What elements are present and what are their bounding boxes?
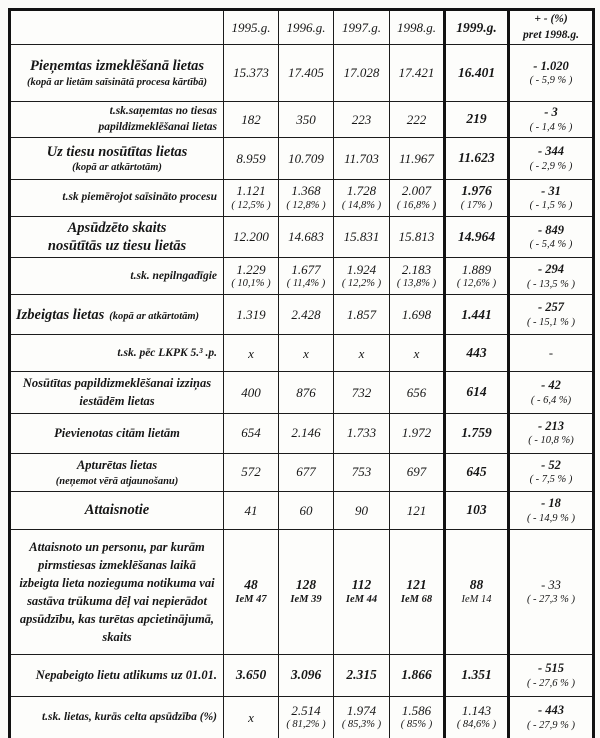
row-label-text: nosūtītās uz tiesu lietās [47,238,187,255]
delta-cell [509,372,594,413]
delta-percent: ( - 2,9 % ) [529,160,573,172]
value-cell-1999 [445,102,509,138]
row-label-line [17,374,217,410]
value-cell-1999 [445,453,509,491]
cell-value: 223 [351,111,372,127]
cell-subvalue: ( 14,8% ) [341,200,382,212]
cell-value: 656 [406,384,427,400]
value-cell [279,491,334,529]
delta-value: - 18 [541,496,561,511]
cell-value: 1.121 [236,183,266,199]
row-label-text: Apsūdzēto skaits [67,220,167,237]
cell-value: 654 [241,425,261,441]
delta-value: - 443 [537,703,565,718]
value-cell [224,654,279,696]
cell-value: 1.143 [461,702,492,718]
cell-value: 15.373 [233,65,269,81]
row-label-text: Nosūtītas papildizmeklēšanai izziņas iestādēm lietas [22,376,212,409]
table-row [10,696,594,738]
delta-percent: ( - 6,4 %) [530,394,572,406]
value-cell [390,453,445,491]
delta-percent: ( - 1,4 % ) [529,121,573,133]
cell-value: 2.146 [291,425,321,441]
cell-value: 11.703 [344,150,379,166]
value-cell [334,258,390,295]
row-label-cell [10,453,224,491]
header-year-1998: 1998.g. [390,10,445,45]
value-cell [334,453,390,491]
row-label-cell [10,654,224,696]
row-label-cell [10,102,224,138]
row-label-text: t.sk. lietas, kurās celta apsūdzība (%) [41,710,217,723]
value-cell [390,45,445,102]
cell-value: x [358,345,365,361]
row-label-line [17,710,217,726]
cell-value: 3.650 [235,667,267,683]
value-cell [224,138,279,180]
delta-percent: ( - 27,3 % ) [526,594,576,606]
table-row [10,654,594,696]
cell-value: 2.183 [401,261,432,277]
value-cell [279,413,334,453]
cell-subvalue: ( 17% ) [460,200,493,212]
row-label-cell [10,180,224,217]
value-cell [279,180,334,217]
value-cell [224,258,279,295]
table-row [10,138,594,180]
cell-value: 14.964 [457,229,496,245]
cell-value: 1.974 [346,702,377,718]
cell-subvalue: ( 85,3% ) [341,719,382,731]
value-cell [390,138,445,180]
header-year-1996: 1996.g. [279,10,334,45]
value-cell [334,413,390,453]
delta-percent: ( - 1,5 % ) [529,200,573,212]
value-cell-1999 [445,696,509,738]
value-cell [279,217,334,258]
cell-value: 572 [241,464,261,480]
value-cell-1999 [445,295,509,335]
delta-value: - 213 [537,418,565,433]
header-row [10,10,594,45]
delta-cell [509,217,594,258]
cell-value: 1.698 [401,307,432,323]
delta-value: - [548,345,554,360]
row-label-cell [10,295,224,335]
value-cell [390,413,445,453]
cell-value: 103 [466,502,487,518]
cell-value: 219 [466,111,487,127]
cell-subvalue: ( 85% ) [400,719,433,731]
delta-value: - 3 [544,105,558,120]
value-cell [279,45,334,102]
delta-value: - 515 [537,661,565,676]
value-cell [334,102,390,138]
row-label-text: t.sk. nepilngadīgie [130,269,217,282]
value-cell [224,217,279,258]
row-label-line [17,104,217,135]
row-label-line [17,190,217,206]
value-cell [224,295,279,335]
cell-value: 2.428 [291,307,321,323]
value-cell [224,180,279,217]
delta-cell [509,491,594,529]
cell-subvalue: IeM 47 [235,594,267,606]
cell-value: 1.924 [346,261,377,277]
row-label-line [16,306,217,324]
table-row [10,335,594,372]
value-cell [279,529,334,654]
cell-value: 1.441 [461,306,492,322]
cell-value: 677 [296,464,316,480]
row-label-line [17,346,217,362]
delta-percent: ( - 5,4 % ) [529,239,573,251]
cell-value: 697 [406,464,427,480]
value-cell [279,335,334,372]
header-corner-cell [10,10,224,45]
row-label-line [17,666,217,684]
value-cell [224,413,279,453]
cell-value: 15.831 [343,229,380,245]
value-cell [224,372,279,413]
value-cell [334,180,390,217]
value-cell-1999 [445,138,509,180]
value-cell [390,654,445,696]
cell-value: 732 [351,384,372,400]
cell-value: 121 [406,502,427,518]
cell-value: x [303,345,309,361]
value-cell [390,217,445,258]
cell-subvalue: ( 12,5% ) [231,200,271,212]
table-row [10,413,594,453]
cell-value: 11.623 [458,150,495,166]
table-row [10,102,594,138]
row-label-line [17,538,217,647]
row-label-cell [10,413,224,453]
value-cell-1999 [445,372,509,413]
value-cell [334,696,390,738]
cell-value: 222 [406,111,427,127]
value-cell [334,335,390,372]
value-cell [390,372,445,413]
cell-value: 1.972 [401,425,432,441]
cell-value: 11.967 [399,150,434,166]
value-cell [334,372,390,413]
delta-percent: ( - 5,9 % ) [529,75,573,87]
cell-value: x [413,345,420,361]
cell-value: x [248,709,254,725]
value-cell [334,217,390,258]
cell-value: 614 [466,384,487,400]
value-cell [279,138,334,180]
value-cell-1999 [445,180,509,217]
cell-value: 645 [466,464,487,480]
row-sublabel: (kopā ar atkārtotām) [109,310,200,322]
header-delta-vs-1998 [509,10,594,45]
delta-value: - 294 [537,261,565,276]
delta-cell [509,654,594,696]
row-label-cell [10,372,224,413]
cell-value: 10.709 [288,150,324,166]
delta-percent: ( - 27,6 % ) [526,677,576,689]
delta-cell [509,413,594,453]
value-cell [390,335,445,372]
delta-cell [509,45,594,102]
delta-cell [509,138,594,180]
cell-value: 1.857 [346,307,377,323]
delta-value: - 1.020 [533,58,569,73]
cell-value: 1.229 [236,261,266,277]
cell-value: 1.889 [461,261,492,277]
row-label-cell [10,45,224,102]
cell-value: 17.028 [343,65,380,81]
value-cell [334,654,390,696]
cell-subvalue: ( 11,4% ) [286,278,326,290]
value-cell [390,529,445,654]
row-label-text: t.sk.saņemtas no tiesas papildizmeklēšanai lietas [98,105,217,133]
delta-value: - 42 [541,378,561,393]
value-cell [224,453,279,491]
cell-value: 17.421 [398,65,435,81]
cell-value: 3.096 [290,667,322,683]
row-label-text: Pieņemtas izmeklēšanā lietas [30,58,204,75]
delta-value: - 257 [537,300,565,315]
cell-value: 2.007 [401,183,432,199]
cell-value: 41 [244,502,258,518]
value-cell-1999 [445,413,509,453]
delta-value: - 344 [537,144,565,159]
row-label-text: Attaisnoto un personu, par kurām pirmstiesas izmeklēšanas laikā izbeigta lieta nozieguma notikuma vai sastāva trūkuma dēļ vai nepierādot apsūdzību, kas turētas apcietinājumā, skaits [19,539,215,645]
cell-value: x [248,345,254,361]
cell-value: 1.319 [236,307,266,323]
delta-cell [509,529,594,654]
delta-cell [509,453,594,491]
row-label-cell [10,491,224,529]
value-cell [279,453,334,491]
cell-value: 1.351 [461,667,492,683]
value-cell [334,138,390,180]
cell-value: 1.677 [291,261,321,277]
cell-value: 12.200 [233,229,269,245]
cell-value: 60 [299,502,313,518]
cell-subvalue: IeM 39 [290,594,322,606]
header-year-1999: 1999.g. [445,10,509,45]
table-row [10,453,594,491]
table-header [10,10,594,45]
cell-value: 2.514 [291,702,321,718]
delta-percent: ( - 15,1 % ) [526,317,576,329]
table-row [10,491,594,529]
cell-value: 1.728 [346,183,377,199]
cell-value: 121 [406,577,427,593]
cell-value: 1.976 [461,183,492,199]
cell-subvalue: ( 12,8% ) [286,200,326,212]
value-cell [224,102,279,138]
row-label-line [17,501,217,519]
row-label-line [17,456,217,474]
delta-cell [509,180,594,217]
cell-subvalue: ( 12,6% ) [456,278,497,290]
value-cell [279,102,334,138]
row-label-text: Nepabeigto lietu atlikums uz 01.01. [35,668,217,683]
cell-value: 876 [296,384,316,400]
delta-cell [509,295,594,335]
delta-percent: ( - 7,5 % ) [529,474,573,486]
cell-value: 753 [351,464,372,480]
row-label-text: Apturētas lietas [76,457,158,472]
cell-value: 182 [241,111,261,127]
value-cell [279,696,334,738]
row-label-text: Pievienotas citām lietām [54,426,180,440]
cell-value: 443 [466,345,487,361]
value-cell [279,258,334,295]
delta-value: - 849 [537,222,565,237]
value-cell-1999 [445,529,509,654]
cell-value: 17.405 [288,65,324,81]
cell-value: 90 [355,502,368,518]
row-label-text: Uz tiesu nosūtītas lietas [46,143,188,160]
cell-value: 16.401 [457,64,496,80]
delta-percent: ( - 13,5 % ) [526,278,576,290]
delta-cell [509,258,594,295]
row-sublabel: (kopā ar lietām saīsinātā procesa kārtībā) [27,76,207,88]
value-cell [334,529,390,654]
cell-value: 112 [351,577,372,593]
cell-subvalue: ( 13,8% ) [396,278,437,290]
value-cell [390,696,445,738]
value-cell-1999 [445,654,509,696]
value-cell-1999 [445,491,509,529]
row-label-line [17,237,217,255]
cell-subvalue: IeM 68 [400,594,433,606]
value-cell [390,102,445,138]
value-cell [390,491,445,529]
value-cell [390,180,445,217]
cell-value: 8.959 [236,150,266,166]
cell-subvalue: ( 12,2% ) [341,278,382,290]
value-cell [390,295,445,335]
table-row [10,180,594,217]
cell-subvalue: ( 16,8% ) [396,200,437,212]
cell-subvalue: ( 84,6% ) [456,719,497,731]
header-delta-line1: + - (%) [534,13,568,25]
table-row [10,258,594,295]
row-label-line [17,269,217,285]
delta-cell [509,102,594,138]
delta-cell [509,335,594,372]
value-cell [334,45,390,102]
row-label-line [17,57,217,75]
row-sublabel: (kopā ar atkārtotām) [72,162,162,174]
table-row [10,45,594,102]
row-label-text: Izbeigtas lietas [16,306,105,323]
header-year-1995: 1995.g. [224,10,279,45]
cell-value: 1.368 [291,183,321,199]
value-cell [279,295,334,335]
row-label-line [17,143,217,161]
row-label-text: t.sk piemērojot saīsināto procesu [62,191,217,204]
header-year-1997: 1997.g. [334,10,390,45]
cell-subvalue: IeM 44 [345,594,378,606]
cell-subvalue: ( 10,1% ) [231,278,271,290]
cell-value: 15.813 [398,229,435,245]
table-row [10,295,594,335]
header-delta-line2: pret 1998.g. [523,28,579,41]
cell-value: 128 [295,577,317,593]
delta-value: - 31 [541,183,561,198]
value-cell [279,654,334,696]
value-cell [224,45,279,102]
row-label-text: Attaisnotie [84,502,150,519]
cell-subvalue: IeM 14 [461,594,492,606]
cell-value: 48 [244,577,258,593]
table-row [10,529,594,654]
value-cell-1999 [445,217,509,258]
cell-value: 350 [296,111,316,127]
value-cell [224,335,279,372]
table-body [10,45,594,738]
cell-value: 1.733 [346,425,377,441]
value-cell-1999 [445,335,509,372]
cell-value: 400 [241,384,261,400]
delta-percent: ( - 10,8 %) [528,435,574,447]
value-cell [279,372,334,413]
row-label-cell [10,696,224,738]
value-cell [334,295,390,335]
value-cell-1999 [445,258,509,295]
delta-percent: ( - 27,9 % ) [526,719,576,731]
cell-value: 14.683 [288,229,324,245]
row-label-line [17,219,217,237]
statistics-table [8,8,595,738]
cell-value: 1.759 [461,424,492,440]
delta-cell [509,696,594,738]
delta-value: - 52 [541,457,561,472]
row-label-text: t.sk. pēc LKPK 5.³ .p. [117,346,217,359]
cell-value: 2.315 [346,667,377,683]
cell-value: 1.866 [401,667,432,683]
cell-value: 88 [469,577,484,593]
cell-subvalue: ( 81,2% ) [286,719,326,731]
table-row [10,372,594,413]
value-cell [224,491,279,529]
table-row [10,217,594,258]
value-cell [334,491,390,529]
value-cell [224,696,279,738]
row-label-line [17,424,217,442]
cell-value: 1.586 [401,702,432,718]
row-label-cell [10,335,224,372]
value-cell-1999 [445,45,509,102]
row-sublabel: (neņemot vērā atjaunošanu) [55,475,179,487]
row-label-cell [10,138,224,180]
value-cell [390,258,445,295]
value-cell [224,529,279,654]
row-label-cell [10,217,224,258]
row-label-cell [10,529,224,654]
row-label-cell [10,258,224,295]
delta-value: - 33 [541,577,561,592]
delta-percent: ( - 14,9 % ) [526,512,576,524]
